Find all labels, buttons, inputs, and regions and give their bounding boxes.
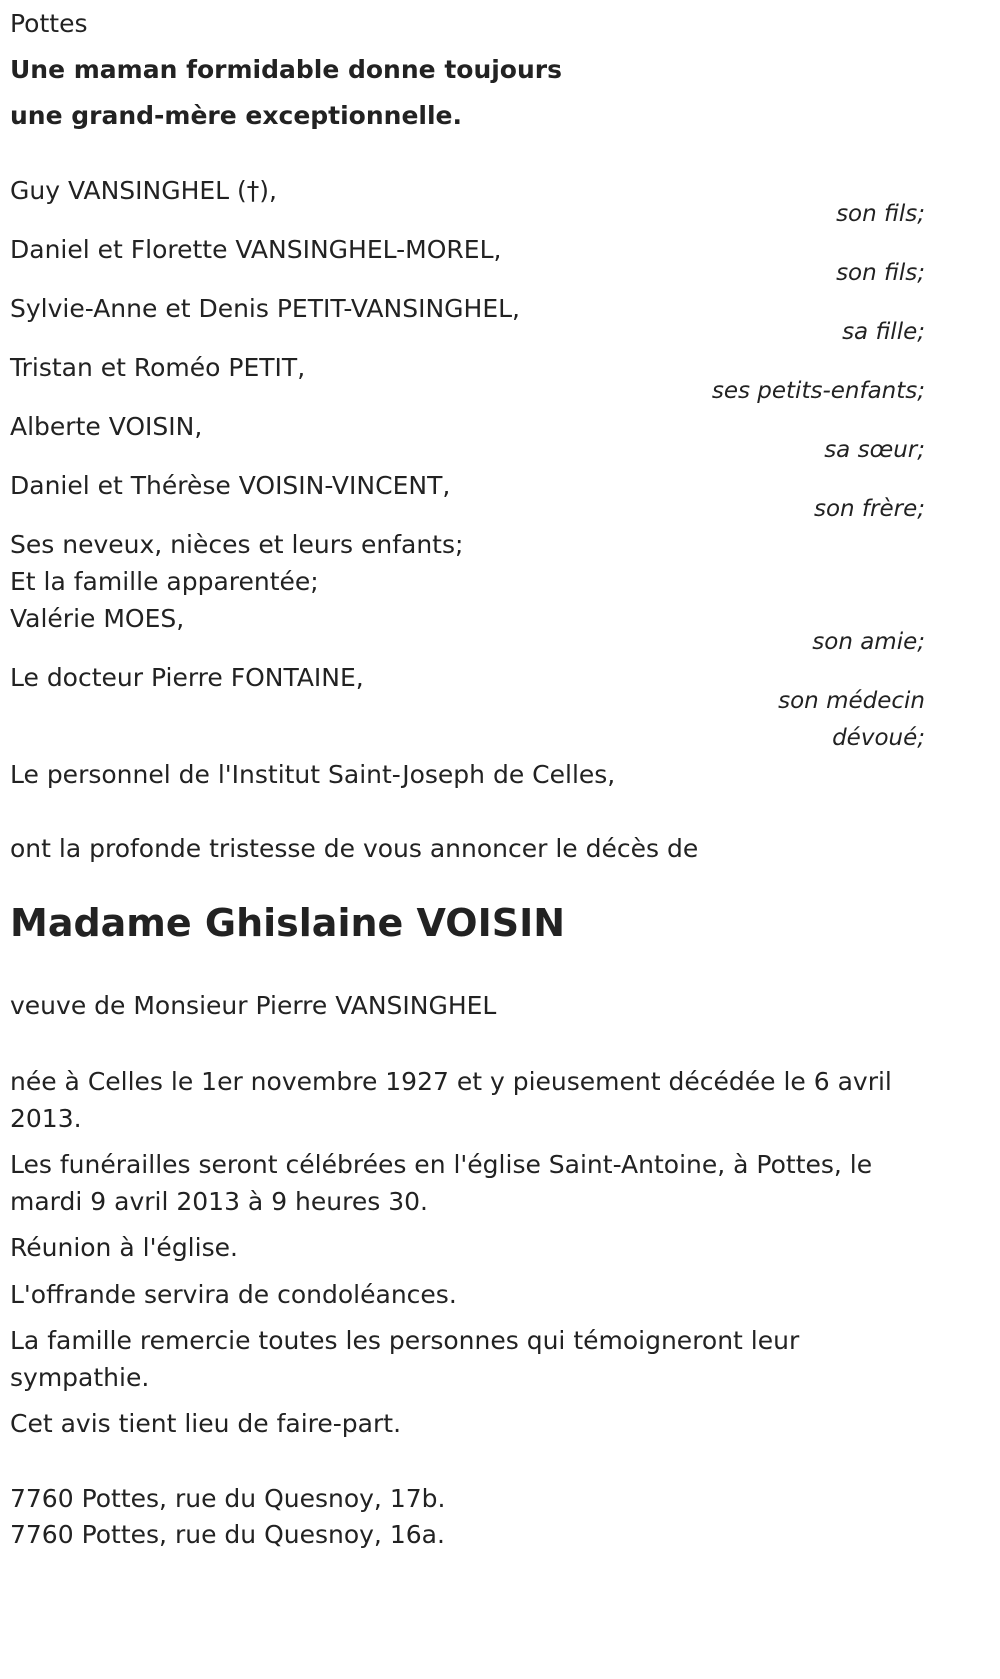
mourner-name: Alberte VOISIN, — [10, 412, 203, 441]
mourner-name: Guy VANSINGHEL (†), — [10, 176, 278, 205]
doctor-role: son médecin — [778, 688, 925, 714]
mourner-name: Daniel et Thérèse VOISIN-VINCENT, — [10, 471, 451, 500]
announcement-text: ont la profonde tristesse de vous annoncer le décès de — [10, 834, 699, 863]
epigraph-line-1: Une maman formidable donne toujours — [10, 55, 562, 84]
location-header: Pottes — [10, 9, 88, 38]
funeral-details: Les funérailles seront célébrées en l'église Saint-Antoine, à Pottes, le mardi 9 avril 2013 à 9 heures 30. — [10, 1150, 873, 1216]
friend-role: son amie; — [812, 629, 925, 655]
mourner-role: son frère; — [813, 496, 925, 522]
widow-of-line: veuve de Monsieur Pierre VANSINGHEL — [10, 991, 497, 1020]
staff-line: Le personnel de l'Institut Saint-Joseph de Celles, — [10, 760, 616, 789]
offering-details: L'offrande servira de condoléances. — [10, 1280, 457, 1309]
mourner-name: Sylvie-Anne et Denis PETIT-VANSINGHEL, — [10, 294, 520, 323]
mourner-role: sa sœur; — [824, 437, 925, 463]
address-line: 7760 Pottes, rue du Quesnoy, 16a. — [10, 1520, 445, 1549]
extended-family-line: Ses neveux, nièces et leurs enfants; — [10, 530, 464, 559]
doctor-name: Le docteur Pierre FONTAINE, — [10, 663, 364, 692]
notice-details: Cet avis tient lieu de faire-part. — [10, 1409, 402, 1438]
thanks-details: La famille remercie toutes les personnes qui témoigneront leur sympathie. — [10, 1326, 800, 1392]
mourner-role: son fils; — [836, 260, 925, 286]
mourner-name: Tristan et Roméo PETIT, — [10, 353, 306, 382]
mourner-role: son fils; — [836, 201, 925, 227]
birth-death-details: née à Celles le 1er novembre 1927 et y pieusement décédée le 6 avril 2013. — [10, 1067, 892, 1133]
epigraph-line-2: une grand-mère exceptionnelle. — [10, 101, 463, 130]
extended-family-line: Et la famille apparentée; — [10, 567, 319, 596]
gathering-details: Réunion à l'église. — [10, 1233, 238, 1262]
mourner-name: Daniel et Florette VANSINGHEL-MOREL, — [10, 235, 502, 264]
friend-name: Valérie MOES, — [10, 604, 185, 633]
deceased-name: Madame Ghislaine VOISIN — [10, 901, 566, 945]
doctor-role: dévoué; — [832, 725, 925, 751]
mourner-role: sa fille; — [842, 319, 925, 345]
address-line: 7760 Pottes, rue du Quesnoy, 17b. — [10, 1484, 446, 1513]
mourner-role: ses petits-enfants; — [711, 378, 925, 404]
